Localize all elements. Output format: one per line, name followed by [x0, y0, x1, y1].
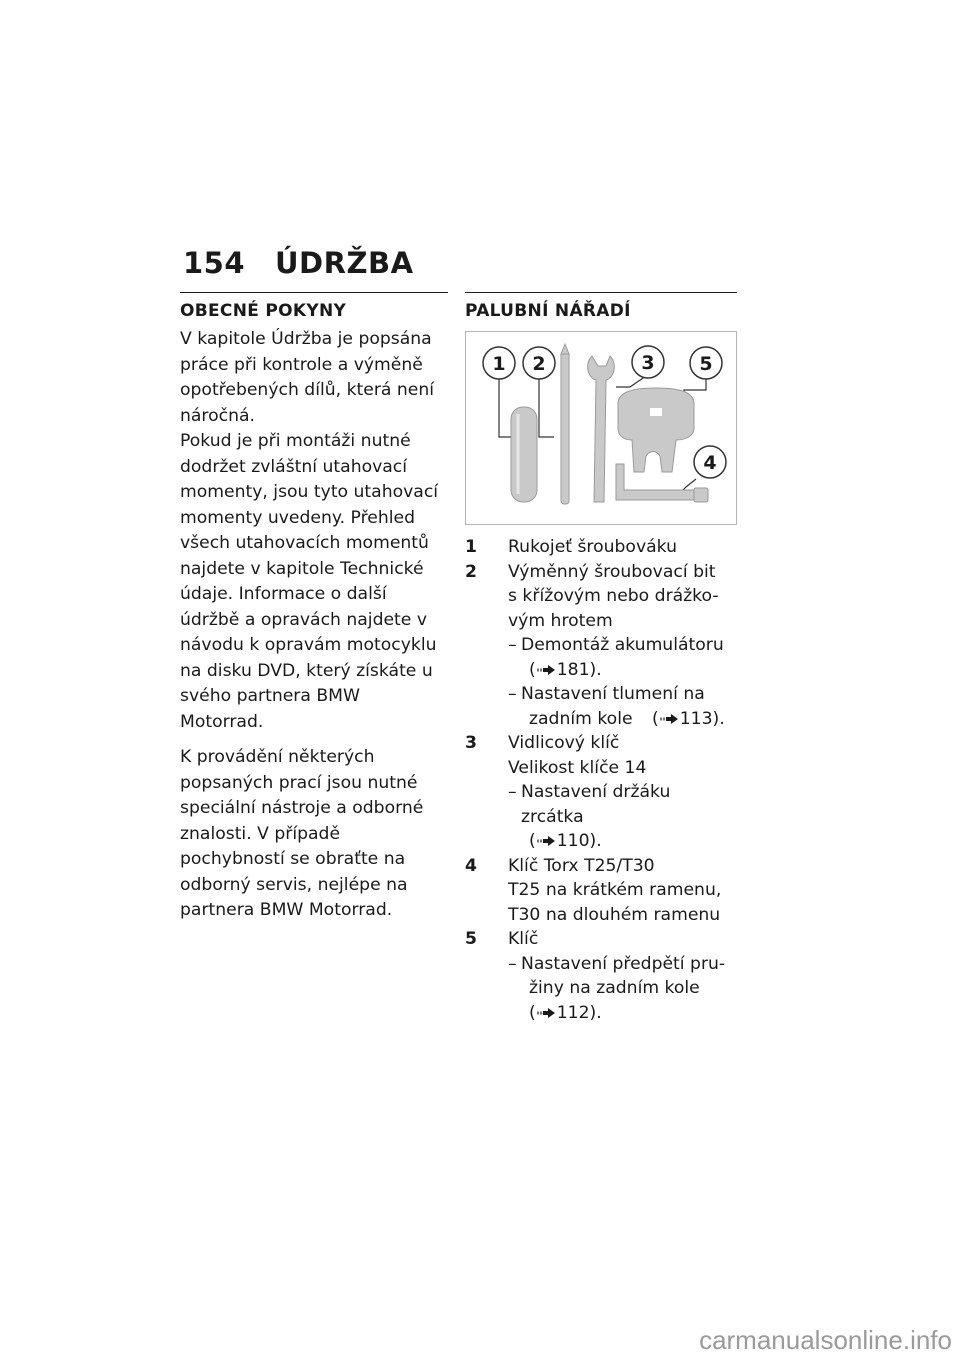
item-text: s křížovým nebo drážko- — [508, 586, 719, 606]
item-number: 5 — [465, 929, 477, 949]
item-text: Klíč Torx T25/T30 — [508, 855, 655, 876]
item-text: Rukojeť šroubováku — [508, 537, 677, 557]
arrow-right-icon — [537, 1008, 555, 1018]
arrow-right-icon — [537, 665, 555, 675]
sub-item: – Nastavení předpětí pru- — [508, 952, 737, 977]
general-text — [180, 327, 448, 924]
item-text: T30 na dlouhém ramenu — [508, 904, 721, 925]
paragraph: V kapitole Údržba je popsána práce při kontrole a výměně opotřebených dílů, která není náročná. — [180, 329, 435, 426]
left-column — [180, 292, 448, 924]
sub-text: Nastavení předpětí pru- — [521, 953, 726, 974]
item-number: 2 — [465, 561, 477, 582]
sub-item: – Nastavení držáku zrcátka — [508, 780, 737, 829]
item-number: 1 — [465, 537, 477, 557]
toolkit-figure — [465, 331, 737, 525]
callout-3: 3 — [641, 352, 655, 374]
item-number: 4 — [465, 855, 477, 876]
arrow-right-icon — [537, 836, 555, 846]
callout-1: 1 — [492, 353, 506, 375]
item-text: Výměnný šroubovací bit — [508, 561, 716, 582]
list-item — [465, 731, 737, 854]
page-reference[interactable]: ( 112). — [529, 1002, 602, 1023]
section-rule — [465, 292, 737, 293]
page-reference[interactable]: ( 181). — [529, 659, 602, 680]
sub-item: – Nastavení tlumení na — [508, 682, 737, 707]
item-text: Vidlicový klíč — [508, 733, 620, 753]
sub-text: Demontáž akumulátoru — [521, 635, 724, 655]
tool-list — [465, 535, 737, 1025]
item-text: T25 na krátkém ramenu, — [508, 880, 722, 900]
sub-item: – Demontáž akumulátoru — [508, 633, 737, 658]
page-reference[interactable]: ( 110). — [529, 831, 602, 851]
paragraph: K provádění některých popsaných prací jsou nutné speciální nástroje a odborné znalosti. V případě pochybností se obraťte na odborný servis, nejlépe na partnera BMW Motorrad. — [180, 747, 424, 920]
list-item — [465, 535, 737, 560]
page-reference[interactable]: zadním kole ( 113). — [529, 708, 725, 729]
item-text: vým hrotem — [508, 610, 613, 631]
arrow-right-icon — [660, 714, 678, 724]
item-number: 3 — [465, 733, 477, 753]
list-item — [465, 927, 737, 1025]
page-number: 154 — [183, 246, 246, 280]
chapter-title: ÚDRŽBA — [275, 246, 414, 280]
item-text: Klíč — [508, 929, 539, 949]
sub-text-cont: žiny na zadním kole — [529, 978, 700, 998]
section-title-general: OBECNÉ POKYNY — [180, 301, 347, 321]
callout-5: 5 — [699, 353, 713, 375]
watermark: carmanualsonline.info — [699, 1325, 952, 1355]
list-item — [465, 854, 737, 928]
section-rule — [180, 292, 448, 293]
callout-4: 4 — [703, 452, 717, 474]
paragraph: Pokud je při montáži nutné dodržet zvláštní utahovací momenty, jsou tyto utahovací momenty uvedeny. Přehled všech utahovacích momentů najdete v kapitole Technické údaje. Informace o další údržbě a opravách najdete v návodu k opravám motocyklu na disku DVD, který získáte u svého partnera BMW Motorrad. — [180, 431, 439, 732]
sub-text: Nastavení tlumení na — [521, 684, 705, 704]
sub-text: Nastavení držáku zrcátka — [521, 782, 671, 827]
right-column — [465, 292, 737, 1025]
list-item — [465, 560, 737, 732]
page-header — [183, 246, 414, 280]
toolkit-illustration — [466, 332, 736, 524]
section-title-toolkit: PALUBNÍ NÁŘADÍ — [465, 301, 631, 321]
item-text: Velikost klíče 14 — [508, 757, 647, 778]
callout-2: 2 — [532, 353, 546, 375]
